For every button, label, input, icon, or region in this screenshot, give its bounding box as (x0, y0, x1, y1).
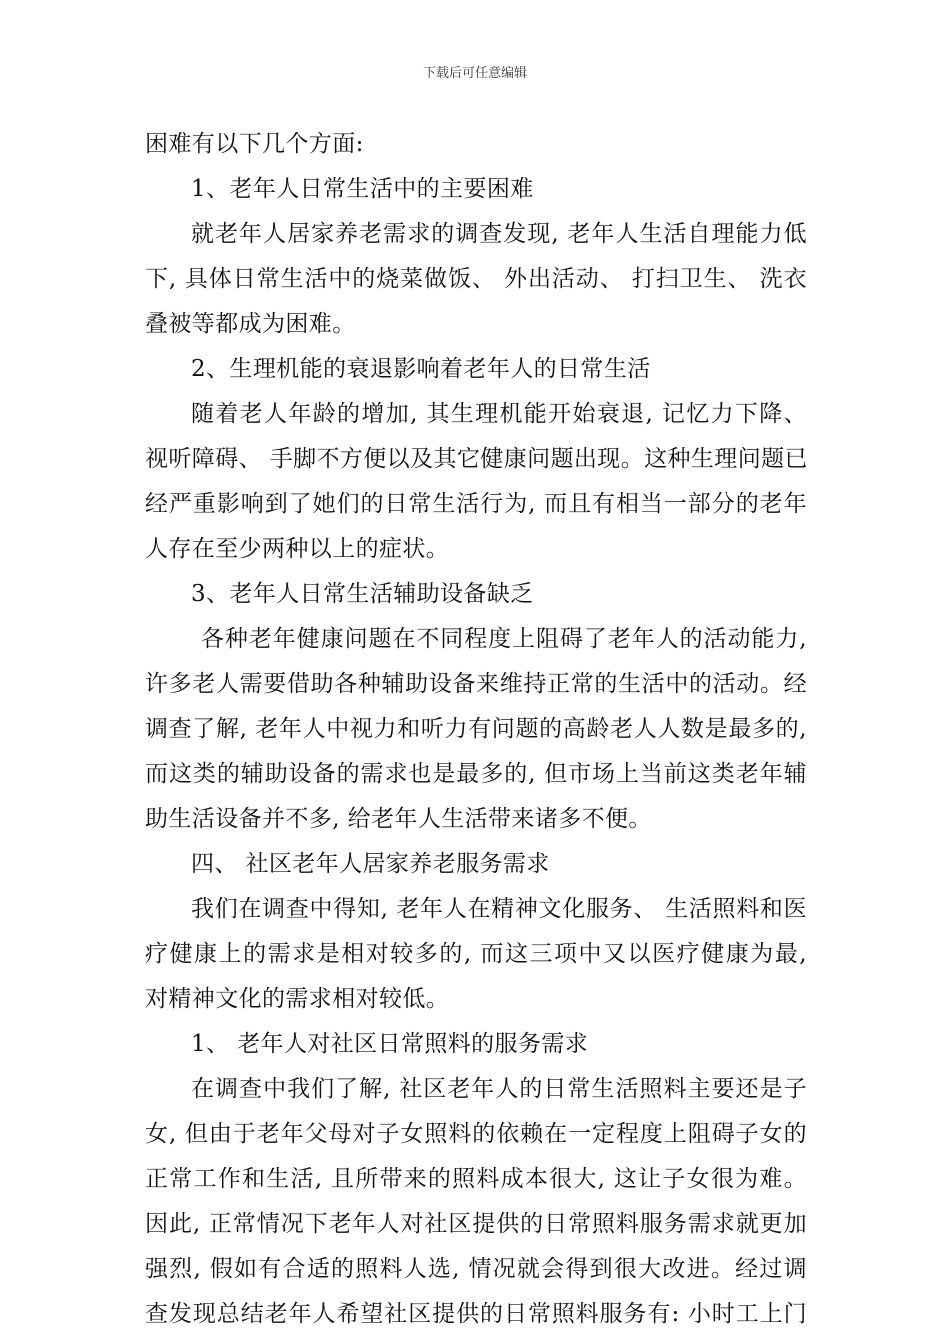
text-line: 调查了解, 老年人中视力和听力有问题的高龄老人人数是最多的, (145, 716, 807, 742)
text-line: 疗健康上的需求是相对较多的, 而这三项中又以医疗健康为最, (145, 941, 807, 967)
text-line: 在调查中我们了解, 社区老年人的日常生活照料主要还是子 (191, 1076, 807, 1102)
text-line: 而这类的辅助设备的需求也是最多的, 但市场上当前这类老年辅 (145, 761, 807, 787)
section-heading: 1、 老年人对社区日常照料的服务需求 (191, 1031, 589, 1057)
text-line: 人存在至少两种以上的症状。 (145, 536, 450, 562)
text-line: 视听障碍、 手脚不方便以及其它健康问题出现。这种生理问题已 (145, 446, 808, 472)
text-line: 叠被等都成为困难。 (145, 311, 356, 337)
text-line: 女, 但由于老年父母对子女照料的依赖在一定程度上阻碍子女的 (145, 1121, 807, 1147)
text-line: 随着老人年龄的增加, 其生理机能开始衰退, 记忆力下降、 (191, 401, 807, 427)
text-line: 强烈, 假如有合适的照料人选, 情况就会得到很大改进。经过调 (145, 1256, 807, 1282)
section-heading: 2、生理机能的衰退影响着老年人的日常生活 (191, 356, 651, 382)
section-heading: 1、老年人日常生活中的主要困难 (191, 176, 534, 202)
text-line: 困难有以下几个方面: (145, 131, 364, 157)
text-line: 经严重影响到了她们的日常生活行为, 而且有相当一部分的老年 (145, 491, 807, 517)
text-line: 就老年人居家养老需求的调查发现, 老年人生活自理能力低 (191, 221, 807, 247)
text-line: 查发现总结老年人希望社区提供的日常照料服务有: 小时工上门 (145, 1301, 807, 1327)
section-heading: 3、老年人日常生活辅助设备缺乏 (191, 581, 534, 607)
document-body (145, 122, 807, 1337)
text-line: 各种老年健康问题在不同程度上阻碍了老年人的活动能力, (201, 626, 807, 652)
text-line: 许多老人需要借助各种辅助设备来维持正常的生活中的活动。经 (145, 671, 807, 697)
text-line: 正常工作和生活, 且所带来的照料成本很大, 这让子女很为难。 (145, 1166, 807, 1192)
text-line: 助生活设备并不多, 给老年人生活带来诸多不便。 (145, 806, 652, 832)
section-heading: 四、 社区老年人居家养老服务需求 (191, 851, 550, 877)
text-line: 下, 具体日常生活中的烧菜做饭、 外出活动、 打扫卫生、 洗衣 (145, 266, 807, 292)
page-header: 下载后可任意编辑 (422, 66, 527, 81)
text-line: 对精神文化的需求相对较低。 (145, 986, 450, 1012)
text-line: 因此, 正常情况下老年人对社区提供的日常照料服务需求就更加 (145, 1211, 807, 1237)
text-line: 我们在调查中得知, 老年人在精神文化服务、 生活照料和医 (191, 896, 807, 922)
